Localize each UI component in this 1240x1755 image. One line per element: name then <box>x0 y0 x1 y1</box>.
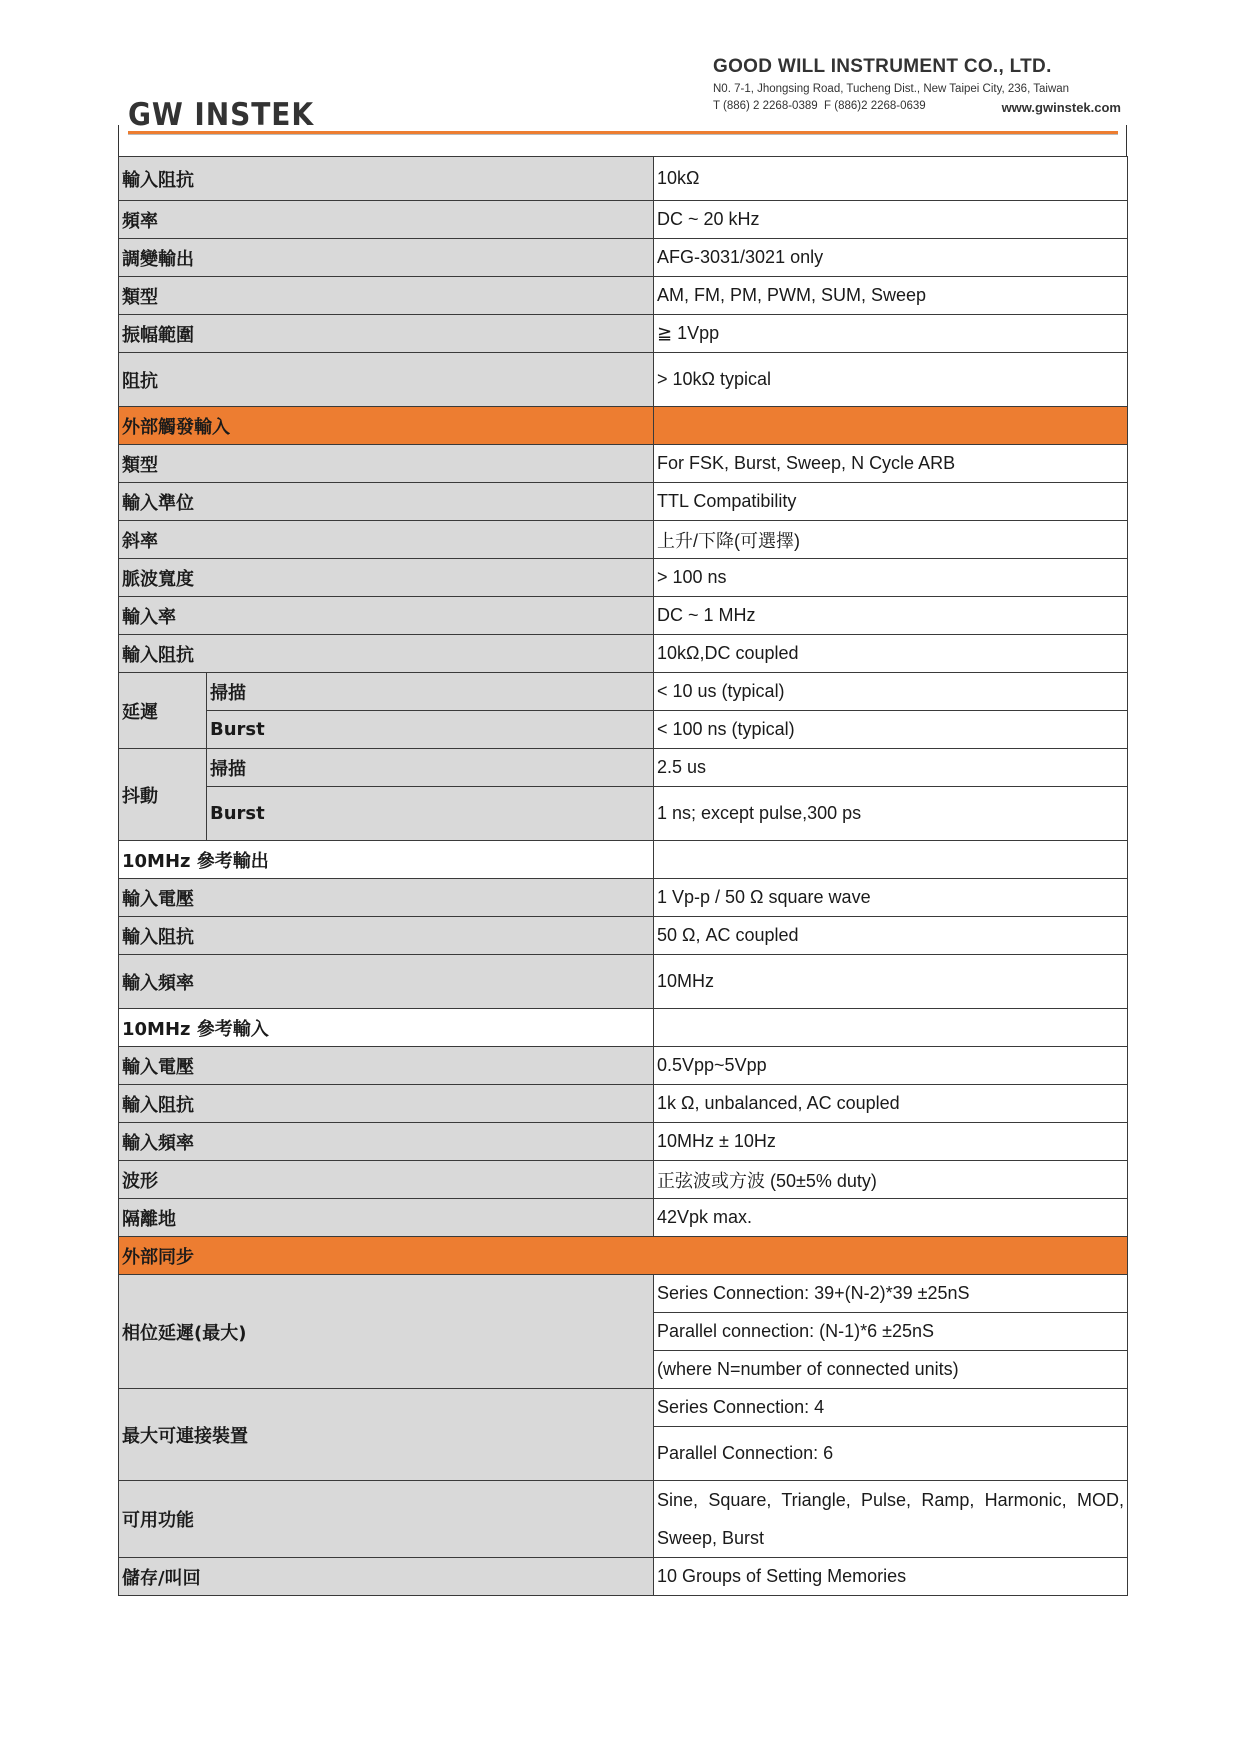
table-row <box>119 597 1128 635</box>
spec-value <box>654 841 1128 879</box>
table-row <box>119 277 1128 315</box>
spec-value: 1k Ω, unbalanced, AC coupled <box>654 1085 1128 1123</box>
section-title: 外部同步 <box>119 1237 1128 1275</box>
table-left-edge <box>118 125 119 157</box>
spec-value: 上升/下降(可選擇) <box>654 521 1128 559</box>
subsection-title: 10MHz 參考輸入 <box>119 1009 654 1047</box>
section-header-row <box>119 1237 1128 1275</box>
spec-value: AFG-3031/3021 only <box>654 239 1128 277</box>
spec-value: Sine, Square, Triangle, Pulse, Ramp, Harmonic, MOD, Sweep, Burst <box>654 1481 1128 1558</box>
spec-value: > 10kΩ typical <box>654 353 1128 407</box>
spec-sublabel: 掃描 <box>207 673 654 711</box>
spec-label: 輸入阻抗 <box>119 635 654 673</box>
spec-value: DC ~ 1 MHz <box>654 597 1128 635</box>
spec-value: Series Connection: 39+(N-2)*39 ±25nS <box>654 1275 1128 1313</box>
spec-value: 10MHz ± 10Hz <box>654 1123 1128 1161</box>
table-row <box>119 1123 1128 1161</box>
spec-sublabel: 掃描 <box>207 749 654 787</box>
table-row <box>119 635 1128 673</box>
logo-text: GW INSTEK <box>128 97 314 130</box>
spec-value: For FSK, Burst, Sweep, N Cycle ARB <box>654 445 1128 483</box>
table-row <box>119 1085 1128 1123</box>
spec-value: DC ~ 20 kHz <box>654 201 1128 239</box>
spec-label: 類型 <box>119 445 654 483</box>
table-row <box>119 1047 1128 1085</box>
spec-value: 0.5Vpp~5Vpp <box>654 1047 1128 1085</box>
table-row <box>119 711 1128 749</box>
table-row <box>119 239 1128 277</box>
spec-value: 1 Vp-p / 50 Ω square wave <box>654 879 1128 917</box>
table-row <box>119 157 1128 201</box>
spec-label: 儲存/叫回 <box>119 1558 654 1596</box>
spec-value: 10kΩ,DC coupled <box>654 635 1128 673</box>
company-contact <box>713 100 1121 115</box>
table-row <box>119 201 1128 239</box>
table-row <box>119 315 1128 353</box>
spec-label: 相位延遲(最大) <box>119 1275 654 1389</box>
spec-group-label: 抖動 <box>119 749 207 841</box>
spec-value: 10MHz <box>654 955 1128 1009</box>
subsection-header-row <box>119 1009 1128 1047</box>
spec-value: < 100 ns (typical) <box>654 711 1128 749</box>
company-fax: F (886)2 2268-0639 <box>824 100 926 112</box>
table-row <box>119 917 1128 955</box>
spec-value: ≧ 1Vpp <box>654 315 1128 353</box>
spec-value: 正弦波或方波 (50±5% duty) <box>654 1161 1128 1199</box>
spec-label: 斜率 <box>119 521 654 559</box>
spec-table <box>118 156 1128 1596</box>
table-row <box>119 1161 1128 1199</box>
spec-value: Series Connection: 4 <box>654 1389 1128 1427</box>
table-row <box>119 1558 1128 1596</box>
subsection-title: 10MHz 參考輸出 <box>119 841 654 879</box>
section-header-row <box>119 407 1128 445</box>
table-row <box>119 787 1128 841</box>
spec-label: 最大可連接裝置 <box>119 1389 654 1481</box>
spec-value: > 100 ns <box>654 559 1128 597</box>
spec-value: < 10 us (typical) <box>654 673 1128 711</box>
spec-label: 輸入率 <box>119 597 654 635</box>
table-row <box>119 1389 1128 1427</box>
table-row <box>119 1275 1128 1313</box>
table-row <box>119 1481 1128 1558</box>
spec-label: 調變輸出 <box>119 239 654 277</box>
section-title: 外部觸發輸入 <box>119 407 654 445</box>
spec-value: (where N=number of connected units) <box>654 1351 1128 1389</box>
header-gray-rule <box>128 134 1118 135</box>
spec-label: 類型 <box>119 277 654 315</box>
spec-label: 輸入阻抗 <box>119 917 654 955</box>
spec-label: 可用功能 <box>119 1481 654 1558</box>
spec-value: AM, FM, PM, PWM, SUM, Sweep <box>654 277 1128 315</box>
spec-value: 10kΩ <box>654 157 1128 201</box>
spec-label: 輸入電壓 <box>119 879 654 917</box>
spec-label: 波形 <box>119 1161 654 1199</box>
company-phone: T (886) 2 2268-0389 <box>713 100 818 112</box>
spec-sublabel: Burst <box>207 711 654 749</box>
spec-label: 輸入電壓 <box>119 1047 654 1085</box>
spec-value: Parallel connection: (N-1)*6 ±25nS <box>654 1313 1128 1351</box>
spec-value: 50 Ω, AC coupled <box>654 917 1128 955</box>
subsection-header-row <box>119 841 1128 879</box>
spec-value: 2.5 us <box>654 749 1128 787</box>
table-row <box>119 353 1128 407</box>
spec-value <box>654 1009 1128 1047</box>
table-row <box>119 521 1128 559</box>
spec-label: 輸入阻抗 <box>119 157 654 201</box>
company-address: N0. 7-1, Jhongsing Road, Tucheng Dist., New Taipei City, 236, Taiwan <box>713 83 1070 95</box>
spec-group-label: 延遲 <box>119 673 207 749</box>
spec-label: 阻抗 <box>119 353 654 407</box>
table-row <box>119 673 1128 711</box>
spec-value: 1 ns; except pulse,300 ps <box>654 787 1128 841</box>
table-row <box>119 749 1128 787</box>
table-row <box>119 955 1128 1009</box>
table-row <box>119 445 1128 483</box>
spec-label: 輸入阻抗 <box>119 1085 654 1123</box>
table-row <box>119 879 1128 917</box>
spec-label: 脈波寬度 <box>119 559 654 597</box>
spec-label: 振幅範圍 <box>119 315 654 353</box>
spec-label: 輸入頻率 <box>119 955 654 1009</box>
table-row <box>119 483 1128 521</box>
spec-value: 10 Groups of Setting Memories <box>654 1558 1128 1596</box>
spec-value <box>654 407 1128 445</box>
spec-value: Parallel Connection: 6 <box>654 1427 1128 1481</box>
table-row <box>119 559 1128 597</box>
table-right-edge <box>1126 125 1127 157</box>
company-name: GOOD WILL INSTRUMENT CO., LTD. <box>713 56 1052 77</box>
company-block <box>713 56 1123 115</box>
spec-value: 42Vpk max. <box>654 1199 1128 1237</box>
spec-label: 隔離地 <box>119 1199 654 1237</box>
spec-sublabel: Burst <box>207 787 654 841</box>
table-row <box>119 1199 1128 1237</box>
gw-instek-logo <box>128 96 318 130</box>
company-website[interactable]: www.gwinstek.com <box>1001 100 1121 115</box>
spec-label: 輸入頻率 <box>119 1123 654 1161</box>
spec-value: TTL Compatibility <box>654 483 1128 521</box>
spec-label: 頻率 <box>119 201 654 239</box>
spec-label: 輸入準位 <box>119 483 654 521</box>
